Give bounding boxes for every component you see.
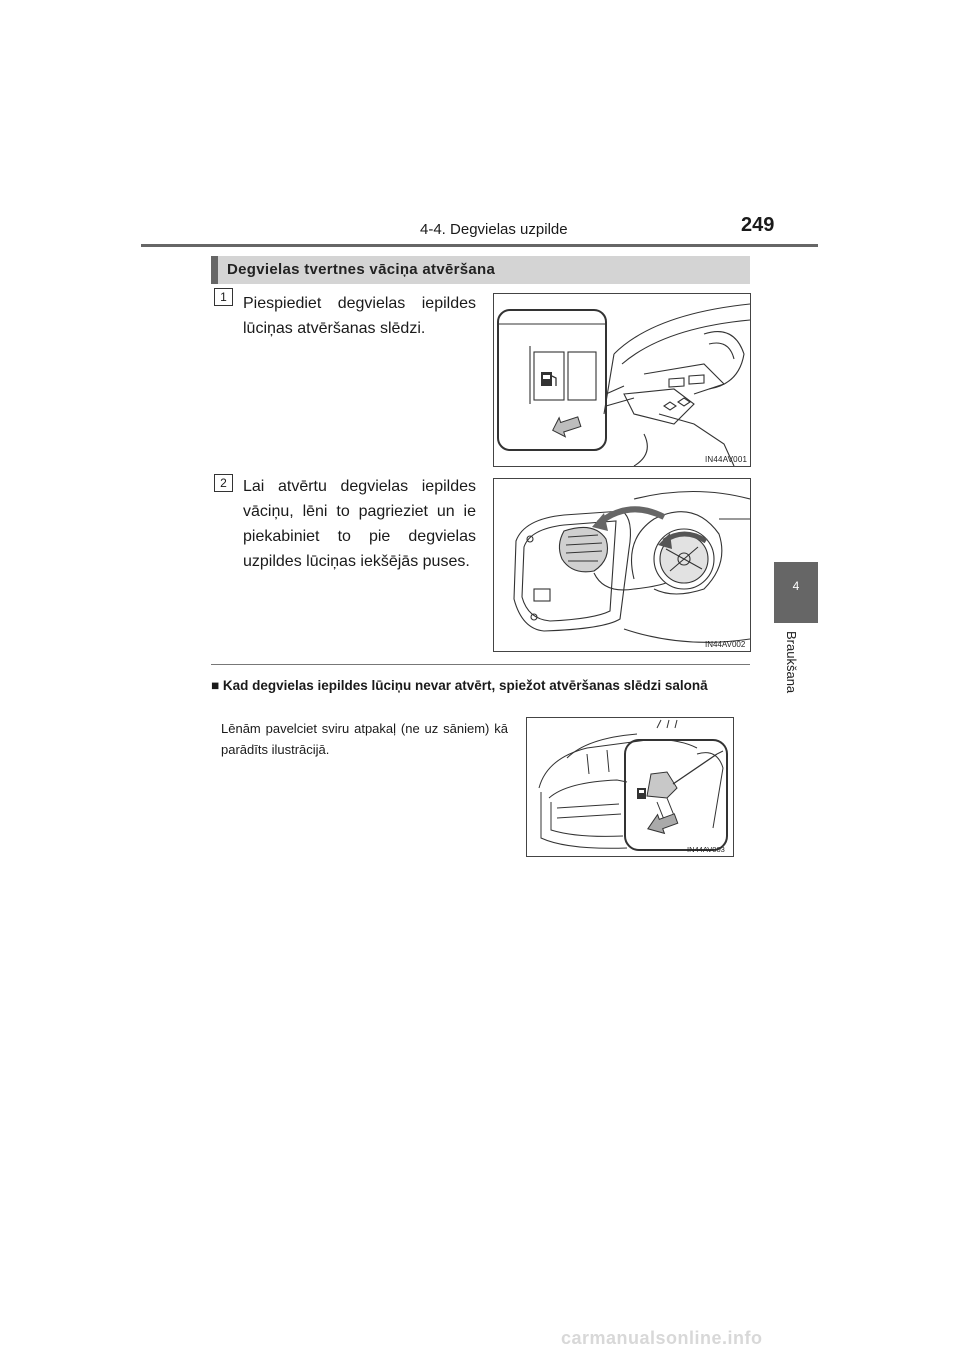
section-title: Degvielas tvertnes vāciņa atvēršana	[227, 261, 496, 278]
figure-trunk-lever	[526, 717, 734, 857]
figure-code-2: IN44AV002	[705, 640, 746, 649]
figure-fuel-door-switch	[493, 293, 751, 467]
figure-code-3: IN44AV003	[687, 845, 725, 854]
push-arrow-icon	[550, 412, 583, 440]
footer-watermark: carmanualsonline.info	[561, 1328, 763, 1348]
chapter-number: 4	[792, 579, 800, 593]
fuel-cap-illustration	[494, 479, 750, 651]
note-body: Lēnām pavelciet sviru atpakaļ (ne uz sāniem) kā parādīts ilustrācijā.	[221, 721, 508, 757]
section-divider	[211, 664, 750, 665]
header-divider	[141, 244, 818, 247]
fuel-door-switch-illustration	[494, 294, 750, 466]
figure-fuel-cap-opening	[493, 478, 751, 652]
step-text-1: Piespiediet degvielas iepildes lūciņas atvēršanas slēdzi.	[243, 295, 476, 337]
note-heading-text: Kad degvielas iepildes lūciņu nevar atvērt, spiežot atvēršanas slēdzi salonā	[222, 678, 708, 693]
trunk-lever-illustration	[527, 718, 733, 856]
step-number-1: 1	[214, 288, 233, 306]
step-text-2: Lai atvērtu degvielas iepildes vāciņu, lēni to pagrieziet un ie piekabiniet to pie degvielas uzpildes lūciņas iekšējās puses.	[243, 478, 476, 570]
page-number: 249	[741, 214, 775, 236]
chapter-label: Braukšana	[784, 631, 799, 694]
figure-code-1: IN44AV001	[705, 455, 748, 464]
bullet-square-icon: ■	[211, 678, 220, 693]
swing-arrow-icon	[599, 509, 664, 523]
step-number-2: 2	[214, 474, 233, 492]
section-heading-accent	[211, 256, 218, 284]
header-section-title: 4-4. Degvielas uzpilde	[420, 221, 568, 238]
note-heading	[211, 676, 750, 696]
fuel-pump-icon-small	[637, 788, 646, 799]
